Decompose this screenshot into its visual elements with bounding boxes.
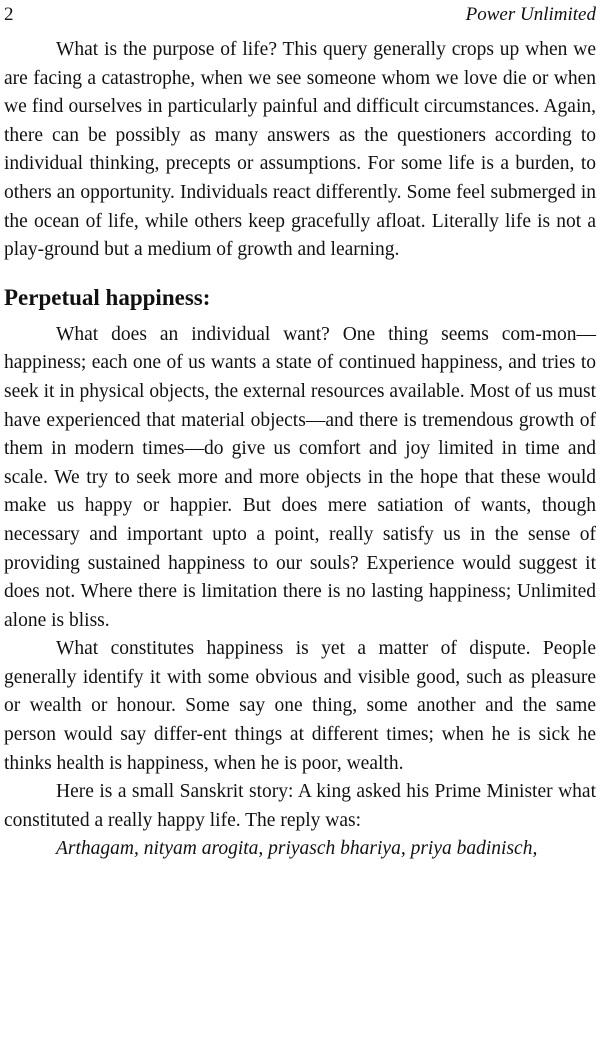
page-header bbox=[4, 4, 596, 30]
section-heading: Perpetual happiness: bbox=[4, 284, 211, 310]
page-body bbox=[4, 36, 596, 864]
page-number: 2 bbox=[4, 4, 14, 25]
paragraph: What does an individual want? One thing seems com-mon—happiness; each one of us wants a state of continued happiness, and tries to seek it in physical objects, the external resources available. Most of us must have experienced that material objects—and there is tremendous growth of them in modern times—do give us comfort and joy limited in time and scale. We try to seek more and more objects in the hope that these would make us happy or happier. But does mere satiation of wants, though necessary and important upto a point, really satisfy us in the sense of providing sustained happiness to our souls? Experience would suggest it does not. Where there is limitation there is no lasting happiness; Unlimited alone is bliss. bbox=[4, 323, 596, 631]
sanskrit-verse: Arthagam, nityam arogita, priyasch bhariya, priya badinisch, bbox=[56, 838, 538, 860]
paragraph: Here is a small Sanskrit story: A king asked his Prime Minister what constituted a really happy life. The reply was: bbox=[4, 781, 596, 831]
running-head: Power Unlimited bbox=[465, 4, 596, 25]
paragraph: What constitutes happiness is yet a matter of dispute. People generally identify it with some obvious and visible good, such as pleasure or wealth or honour. Some say one thing, some another and the same person would say differ-ent things at different times; when he is sick he thinks health is happiness, when he is poor, wealth. bbox=[4, 638, 596, 774]
paragraph: What is the purpose of life? This query generally crops up when we are facing a catastrophe, when we see someone whom we love die or when we find ourselves in particularly painful and difficult circumstances. Again, there can be possibly as many answers as the questioners according to individual thinking, precepts or assumptions. For some life is a burden, to others an opportunity. Individuals react differently. Some feel submerged in the ocean of life, while others keep gracefully afloat. Literally life is not a play-ground but a medium of growth and learning. bbox=[4, 39, 596, 261]
